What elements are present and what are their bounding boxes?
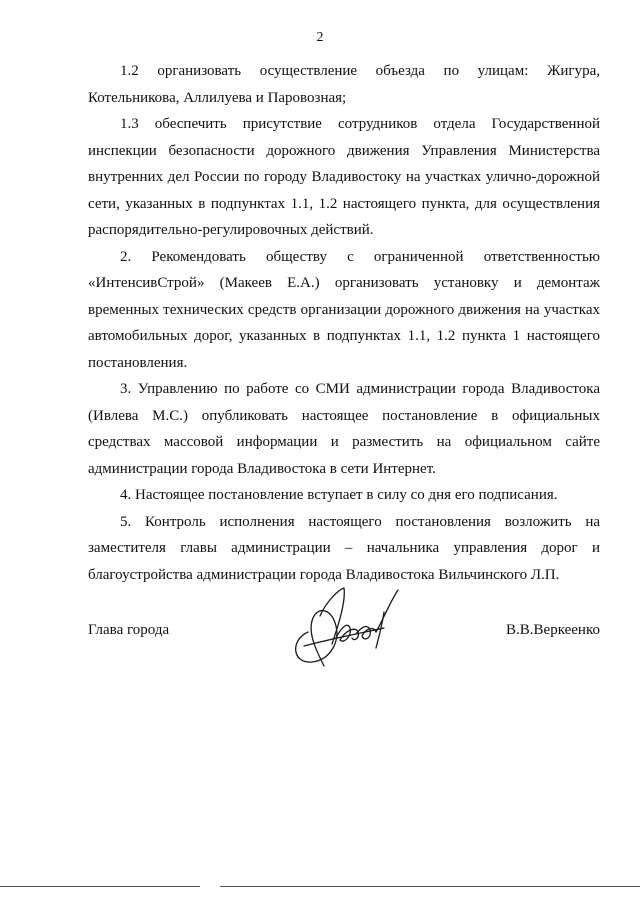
paragraph-5: 5. Контроль исполнения настоящего постановления возложить на заместителя главы администрации – начальника управления дорог и благоустройства администрации города Владивостока Вильчинского Л.П. (88, 513, 600, 583)
paragraph-1-3: 1.3 обеспечить присутствие сотрудников отдела Государственной инспекции безопасности дорожного движения Управления Министерства внутренних дел России по городу Владивостоку на участках улично-дорожной сети, указанных в подпунктах 1.1, 1.2 настоящего пункта, для осуществления распорядительно-регулировочных действий. (88, 116, 600, 238)
scan-edge-line-left (0, 886, 200, 887)
paragraph-1-2: 1.2 организовать осуществление объезда по улицам: Жигура, Котельникова, Аллилуева и Паровозная; (88, 63, 600, 106)
scan-edge-line-right (220, 886, 640, 887)
page-number: 2 (316, 30, 324, 45)
signatory-title: Глава города (88, 622, 170, 638)
signatory-name: В.В.Веркеенко (506, 622, 600, 638)
document-body (88, 58, 600, 588)
paragraph-3: 3. Управлению по работе со СМИ администрации города Владивостока (Ивлева М.С.) опубликовать настоящее постановление в официальных средствах массовой информации и разместить на официальном сайте администрации города Владивостока в сети Интернет. (88, 381, 600, 477)
handwritten-signature (286, 582, 412, 674)
paragraph-4: 4. Настоящее постановление вступает в силу со дня его подписания. (120, 487, 558, 503)
paragraph-2: 2. Рекомендовать обществу с ограниченной ответственностью «ИнтенсивСтрой» (Макеев Е.А.) организовать установку и демонтаж временных технических средств организации дорожного движения на участках автомобильных дорог, указанных в подпунктах 1.1, 1.2 пункта 1 настоящего постановления. (88, 248, 600, 371)
